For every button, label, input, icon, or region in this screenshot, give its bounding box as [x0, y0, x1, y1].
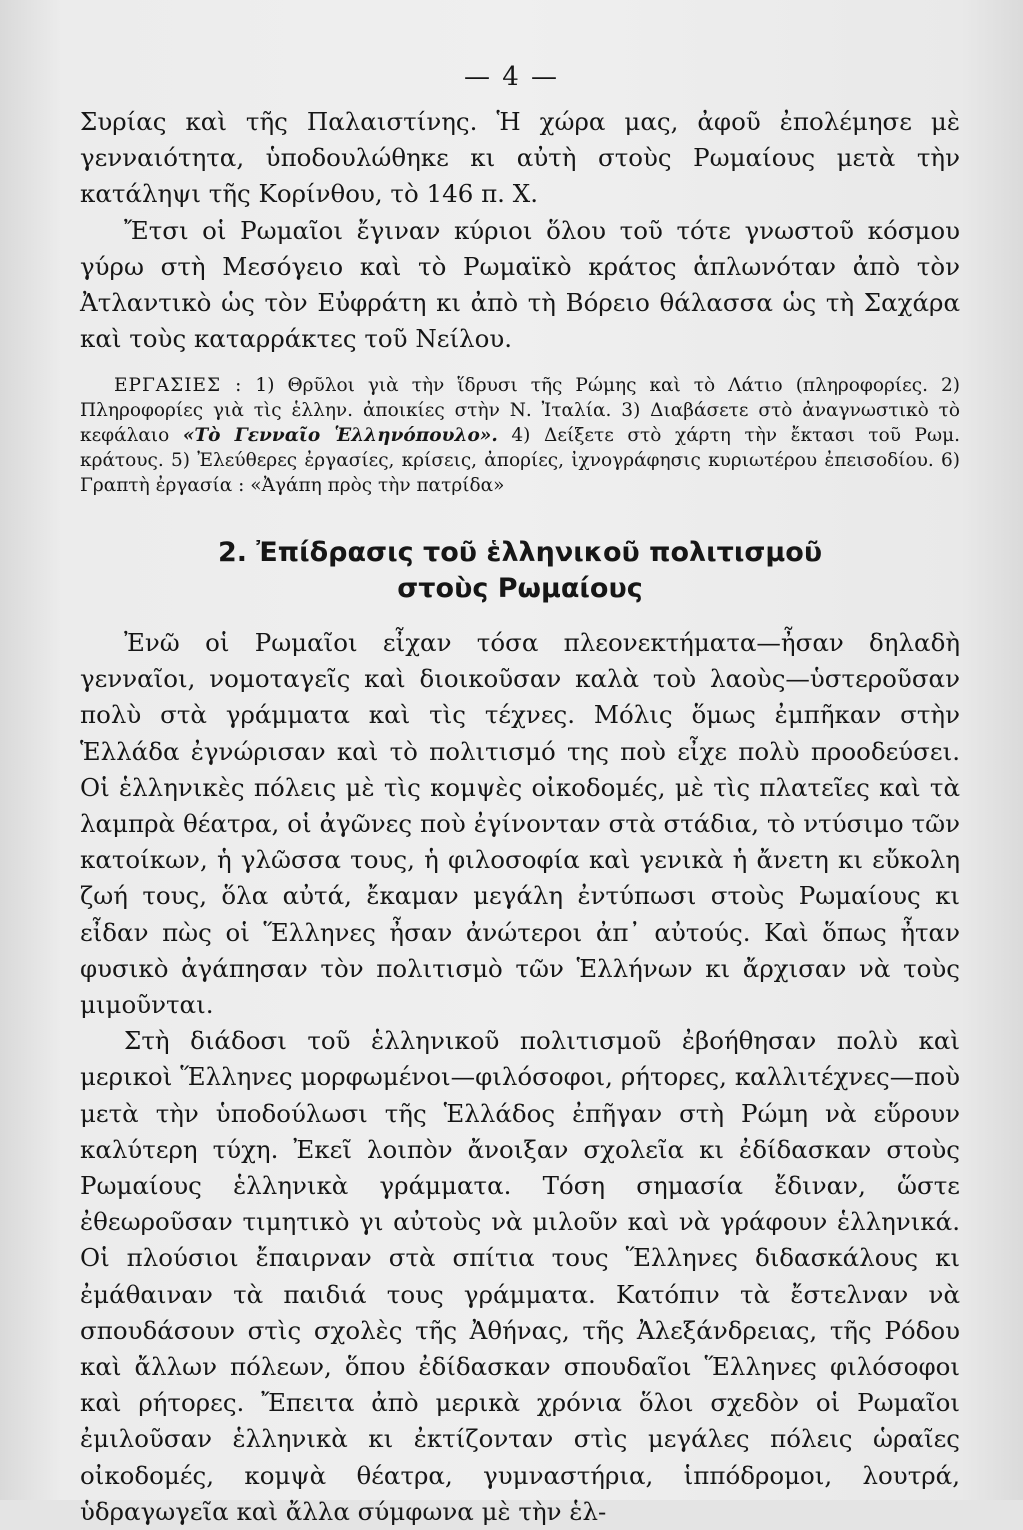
section-title: [80, 535, 960, 607]
story-title: «Τὸ Γενναῖο Ἑλληνόπουλο».: [182, 425, 498, 446]
diffusion-paragraph: Στὴ διάδοσι τοῦ ἑλληνικοῦ πολιτισμοῦ ἐβοήθησαν πολὺ καὶ μερικοὶ Ἕλληνες μορφωμένοι—φιλόσοφοι, ρήτορες, καλλιτέχνες—ποὺ μετὰ τὴν ὑποδούλωσι τῆς Ἑλλάδος ἐπῆγαν στὴ Ρώμη νὰ εὕρουν καλύτερη τύχη. Ἐκεῖ λοιπὸν ἄνοιξαν σχολεῖα κι ἐδίδασκαν στοὺς Ρωμαίους ἑλληνικὰ γράμματα. Τόση σημασία ἔδιναν, ὥστε ἐθεωροῦσαν τιμητικὸ γι αὐτοὺς νὰ μιλοῦν καὶ νὰ γράφουν ἑλληνικά. Οἱ πλούσιοι ἔπαιρναν στὰ σπίτια τους Ἕλληνες διδασκάλους κι ἐμάθαιναν τὰ παιδιά τους γράμματα. Κατόπιν τὰ ἔστελναν νὰ σπουδάσουν στὶς σχολὲς τῆς Ἀθήνας, τῆς Ἀλεξάνδρειας, τῆς Ρόδου καὶ ἄλλων πόλεων, ὅπου ἐδίδασκαν σπουδαῖοι Ἕλληνες φιλόσοφοι καὶ ρήτορες. Ἔπειτα ἀπὸ μερικὰ χρόνια ὅλοι σχεδὸν οἱ Ρωμαῖοι ἐμιλοῦσαν ἑλληνικὰ κι ἐκτίζονταν στὶς μεγάλες πόλεις ὡραῖες οἰκοδομές, κομψὰ θέατρα, γυμναστήρια, ἱππόδρομοι, λουτρά, ὑδραγωγεῖα καὶ ἄλλα σύμφωνα μὲ τὴν ἑλ-: [80, 1026, 960, 1526]
section-title-line1: 2. Ἐπίδρασις τοῦ ἑλληνικοῦ πολιτισμοῦ: [217, 537, 823, 568]
exercises-part1: 1) Θρῦλοι γιὰ τὴν ἵδρυσι τῆς Ρώμης καὶ τὸ Λάτιο (πληροφορίες. 2) Πληροφορίες γιὰ τὶς ἑλλην. ἀποικίες στὴν Ν. Ἰταλία. 3) Διαβάσετε στὸ ἀναγνωστικὸ τὸ κεφάλαιο: [80, 375, 960, 446]
intro-text-block: [80, 104, 960, 357]
exercises-block: [80, 373, 960, 498]
influence-paragraph: Ἐνῶ οἱ Ρωμαῖοι εἶχαν τόσα πλεονεκτήματα—ἦσαν δηλαδὴ γενναῖοι, νομοταγεῖς καὶ διοικοῦσαν καλὰ τοὺ λαοὺς—ὑστεροῦσαν πολὺ στὰ γράμματα καὶ τὶς τέχνες. Μόλις ὅμως ἐμπῆκαν στὴν Ἑλλάδα ἐγνώρισαν καὶ τὸ πολιτισμό της ποὺ εἶχε πολὺ προοδεύσει. Οἱ ἑλληνικὲς πόλεις μὲ τὶς κομψὲς οἰκοδομές, μὲ τὶς πλατεῖες καὶ τὰ λαμπρὰ θέατρα, οἱ ἀγῶνες ποὺ ἐγίνονταν στὰ στάδια, τὸ ντύσιμο τῶν κατοίκων, ἡ γλῶσσα τους, ἡ φιλοσοφία καὶ γενικὰ ἡ ἄνετη κι εὔκολη ζωή τους, ὅλα αὐτά, ἔκαμαν μεγάλη ἐντύπωσι στοὺς Ρωμαίους κι εἶδαν πὼς οἱ Ἕλληνες ἦσαν ἀνώτεροι ἀπ᾿ αὐτούς. Καὶ ὅπως ἦταν φυσικὸ ἀγάπησαν τὸν πολιτισμὸ τῶν Ἑλλήνων κι ἄρχισαν νὰ τοὺς μιμοῦνται.: [80, 628, 960, 1020]
section-title-line2: στοὺς Ρωμαίους: [397, 573, 643, 604]
continuation-paragraph: Συρίας καὶ τῆς Παλαιστίνης. Ἡ χώρα μας, ἀφοῦ ἐπολέμησε μὲ γενναιότητα, ὑποδουλώθηκε κι αὐτὴ στοὺς Ρωμαίους μετὰ τὴν κατάληψι τῆς Κορίνθου, τὸ 146 π. Χ.: [80, 107, 960, 209]
page-number: — 4 —: [463, 62, 560, 92]
main-text-block: [80, 625, 960, 1530]
empire-paragraph: Ἔτσι οἱ Ρωμαῖοι ἔγιναν κύριοι ὅλου τοῦ τότε γνωστοῦ κόσμου γύρω στὴ Μεσόγειο καὶ τὸ Ρωμαϊκὸ κράτος ἁπλωνόταν ἀπὸ τὸν Ἀτλαντικὸ ὡς τὸν Εὐφράτη κι ἀπὸ τὴ Βόρειο θάλασσα ὡς τὴ Σαχάρα καὶ τοὺς καταρράκτες τοῦ Νείλου.: [80, 215, 960, 354]
exercises-heading: ΕΡΓΑΣΙΕΣ :: [114, 375, 243, 396]
exercises-part2: 4) Δείξετε στὸ χάρτη τὴν ἔκτασι τοῦ Ρωμ. κράτους. 5) Ἐλεύθερες ἐργασίες, κρίσεις, ἀπορίες, ἰχνογράφησις κυριωτέρου ἐπεισοδίου. 6) Γραπτὴ ἐργασία : «Ἀγάπη πρὸς τὴν πατρίδα»: [80, 425, 960, 496]
